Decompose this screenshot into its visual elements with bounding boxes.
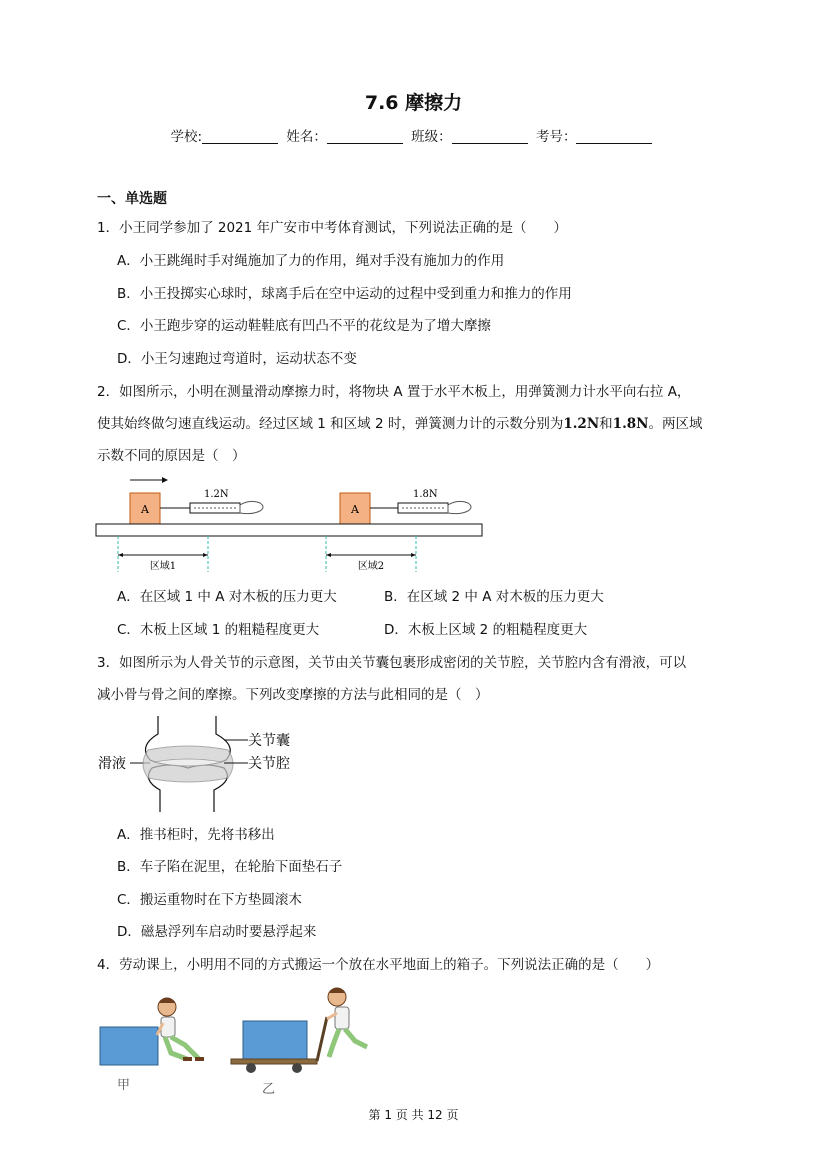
joint-capsule-label: 关节囊 [248,733,290,749]
block-a-2-label: A [351,503,359,516]
boy-pulling-icon [327,988,367,1057]
figure-label-b: 乙 [262,1082,276,1097]
q2-option-c[interactable]: C．木板上区域 1 的粗糙程度更大 [117,622,320,638]
q2-stem-line3: 示数不同的原因是（ ） [97,448,246,464]
spring-scale-1 [190,501,263,513]
exam-number-label: 考号： [535,129,577,145]
q2-option-b[interactable]: B．在区域 2 中 A 对木板的压力更大 [384,589,604,605]
class-label: 班级： [411,129,452,145]
q2-stem-line2 [97,412,703,432]
exam-number-blank[interactable] [576,129,652,144]
q1-option-b[interactable]: B．小王投掷实心球时，球离手后在空中运动的过程中受到重力和推力的作用 [117,286,572,302]
section-title: 一、单选题 [97,191,167,207]
q2-value2: 1.8N [612,416,649,432]
student-info-line [0,125,827,145]
page-title: 7.6 摩擦力 [364,92,463,114]
synovial-fluid-label: 滑液 [98,756,126,772]
q2-line2-post: 。两区域 [648,416,703,432]
q2-stem-line1: 2．如图所示，小明在测量滑动摩擦力时，将物块 A 置于水平木板上，用弹簧测力计水平向右拉 A， [97,384,691,400]
q2-value1: 1.2N [563,416,600,432]
spring-scale-2 [398,501,471,513]
school-blank[interactable] [202,129,278,144]
q4-stem: 4．劳动课上，小明用不同的方式搬运一个放在水平地面上的箱子。下列说法正确的是（ ） [97,957,660,973]
q3-option-a[interactable]: A．推书柜时，先将书移出 [117,827,275,843]
q1-option-a[interactable]: A．小王跳绳时手对绳施加了力的作用，绳对手没有施加力的作用 [117,253,505,269]
q3-option-c[interactable]: C．搬运重物时在下方垫圆滚木 [117,892,302,908]
figure-label-a: 甲 [117,1078,131,1093]
box-b [243,1021,307,1059]
wooden-board [96,524,482,536]
q3-stem-line1: 3．如图所示为人骨关节的示意图，关节由关节囊包裹形成密闭的关节腔，关节腔内含有滑液，可以 [97,655,687,671]
region-2-label: 区域2 [357,561,385,572]
q3-option-b[interactable]: B．车子陷在泥里，在轮胎下面垫石子 [117,859,343,875]
joint-cavity-label: 关节腔 [248,756,290,772]
q3-joint-figure [98,716,298,812]
block-a-1-label: A [141,503,149,516]
scale-reading-1: 1.2N [204,489,229,500]
q3-option-d[interactable]: D．磁悬浮列车启动时要悬浮起来 [117,924,317,940]
name-blank[interactable] [327,129,403,144]
hand-icon [240,501,263,513]
region-1-label: 区域1 [149,561,177,572]
box-a [100,1027,158,1065]
school-label: 学校: [170,129,203,145]
hand-icon [448,501,471,513]
page-footer: 第 1 页 共 12 页 [368,1108,459,1122]
scale-reading-2: 1.8N [413,489,438,500]
boy-pushing-icon [157,998,204,1061]
q2-friction-figure [90,470,490,580]
q1-option-d[interactable]: D．小王匀速跑过弯道时，运动状态不变 [117,351,357,367]
q1-option-c[interactable]: C．小王跑步穿的运动鞋鞋底有凹凸不平的花纹是为了增大摩擦 [117,318,491,334]
q2-option-a[interactable]: A．在区域 1 中 A 对木板的压力更大 [117,589,337,605]
q4-carrying-figure [95,985,385,1097]
motion-arrow-icon [130,477,168,483]
q1-stem: 1．小王同学参加了 2021 年广安市中考体育测试，下列说法正确的是（ ） [97,220,568,236]
name-label: 姓名： [286,129,327,145]
q3-stem-line2: 减小骨与骨之间的摩擦。下列改变摩擦的方法与此相同的是（ ） [97,687,489,703]
class-blank[interactable] [452,129,528,144]
q2-and: 和 [599,416,613,432]
q2-line2-pre: 使其始终做匀速直线运动。经过区域 1 和区域 2 时，弹簧测力计的示数分别为 [97,416,564,432]
q2-option-d[interactable]: D．木板上区域 2 的粗糙程度更大 [384,622,588,638]
